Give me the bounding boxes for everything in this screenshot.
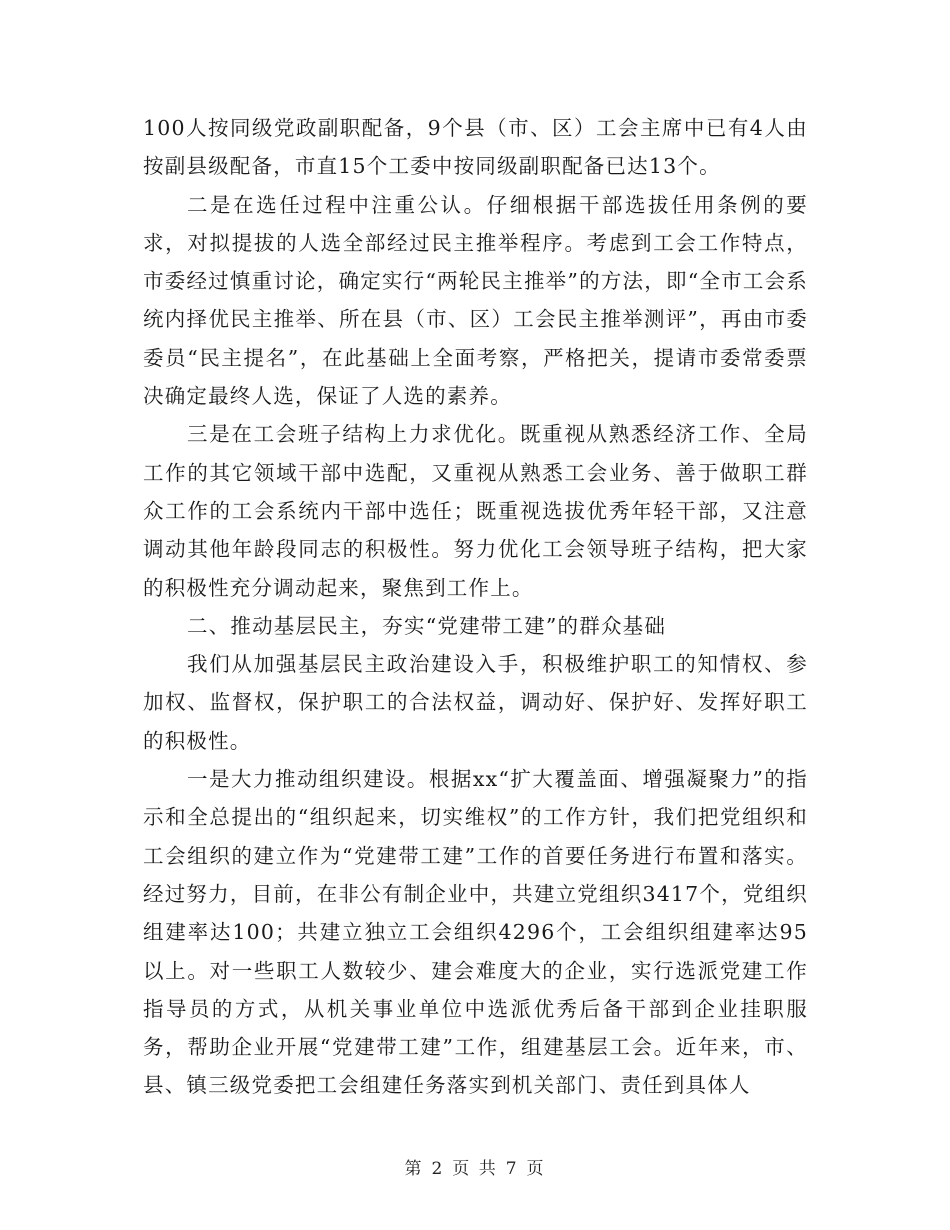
footer-middle: 页 共 <box>452 1159 498 1179</box>
footer-current-page: 2 <box>431 1159 445 1179</box>
footer-suffix: 页 <box>526 1159 546 1179</box>
paragraph-organization-building: 一是大力推动组织建设。根据xx“扩大覆盖面、增强凝聚力”的指示和全总提出的“组织起来，切实维权”的工作方针，我们把党组织和工会组织的建立作为“党建带工建”工作的首要任务进行布置和落实。经过努力，目前，在非公有制企业中，共建立党组织3417个，党组织组建率达100；共建立独立工会组织4296个，工会组织组建率达95以上。对一些职工人数较少、建会难度大的企业，实行选派党建工作指导员的方式，从机关事业单位中选派优秀后备干部到企业挂职服务，帮助企业开展“党建带工建”工作，组建基层工会。近年来，市、县、镇三级党委把工会组建任务落实到机关部门、责任到具体人 <box>143 767 808 1098</box>
footer-total-pages: 7 <box>505 1159 519 1179</box>
paragraph-public-recognition: 二是在选任过程中注重公认。仔细根据干部选拔任用条例的要求，对拟提拔的人选全部经过民主推举程序。考虑到工会工作特点，市委经过慎重讨论，确定实行“两轮民主推举”的方法，即“全市工会系统内择优民主推举、所在县（市、区）工会民主推举测评”，再由市委委员“民主提名”，在此基础上全面考察，严格把关，提请市委常委票决确定最终人选，保证了人选的素养。 <box>143 192 808 409</box>
paragraph-grassroots-democracy: 我们从加强基层民主政治建设入手，积极维护职工的知情权、参加权、监督权，保护职工的合法权益，调动好、保护好、发挥好职工的积极性。 <box>143 652 808 753</box>
document-body <box>143 109 808 1105</box>
paragraph-structure-optimization: 三是在工会班子结构上力求优化。既重视从熟悉经济工作、全局工作的其它领域干部中选配，又重视从熟悉工会业务、善于做职工群众工作的工会系统内干部中选任；既重视选拔优秀年轻干部，又注意调动其他年龄段同志的积极性。努力优化工会领导班子结构，把大家的积极性充分调动起来，聚焦到工作上。 <box>143 422 808 600</box>
page-footer <box>0 1154 950 1179</box>
section-heading: 二、推动基层民主，夯实“党建带工建”的群众基础 <box>187 613 667 638</box>
footer-prefix: 第 <box>404 1159 424 1179</box>
paragraph-continuation: 100人按同级党政副职配备，9个县（市、区）工会主席中已有4人由按副县级配备，市直15个工委中按同级副职配备已达13个。 <box>143 116 808 179</box>
